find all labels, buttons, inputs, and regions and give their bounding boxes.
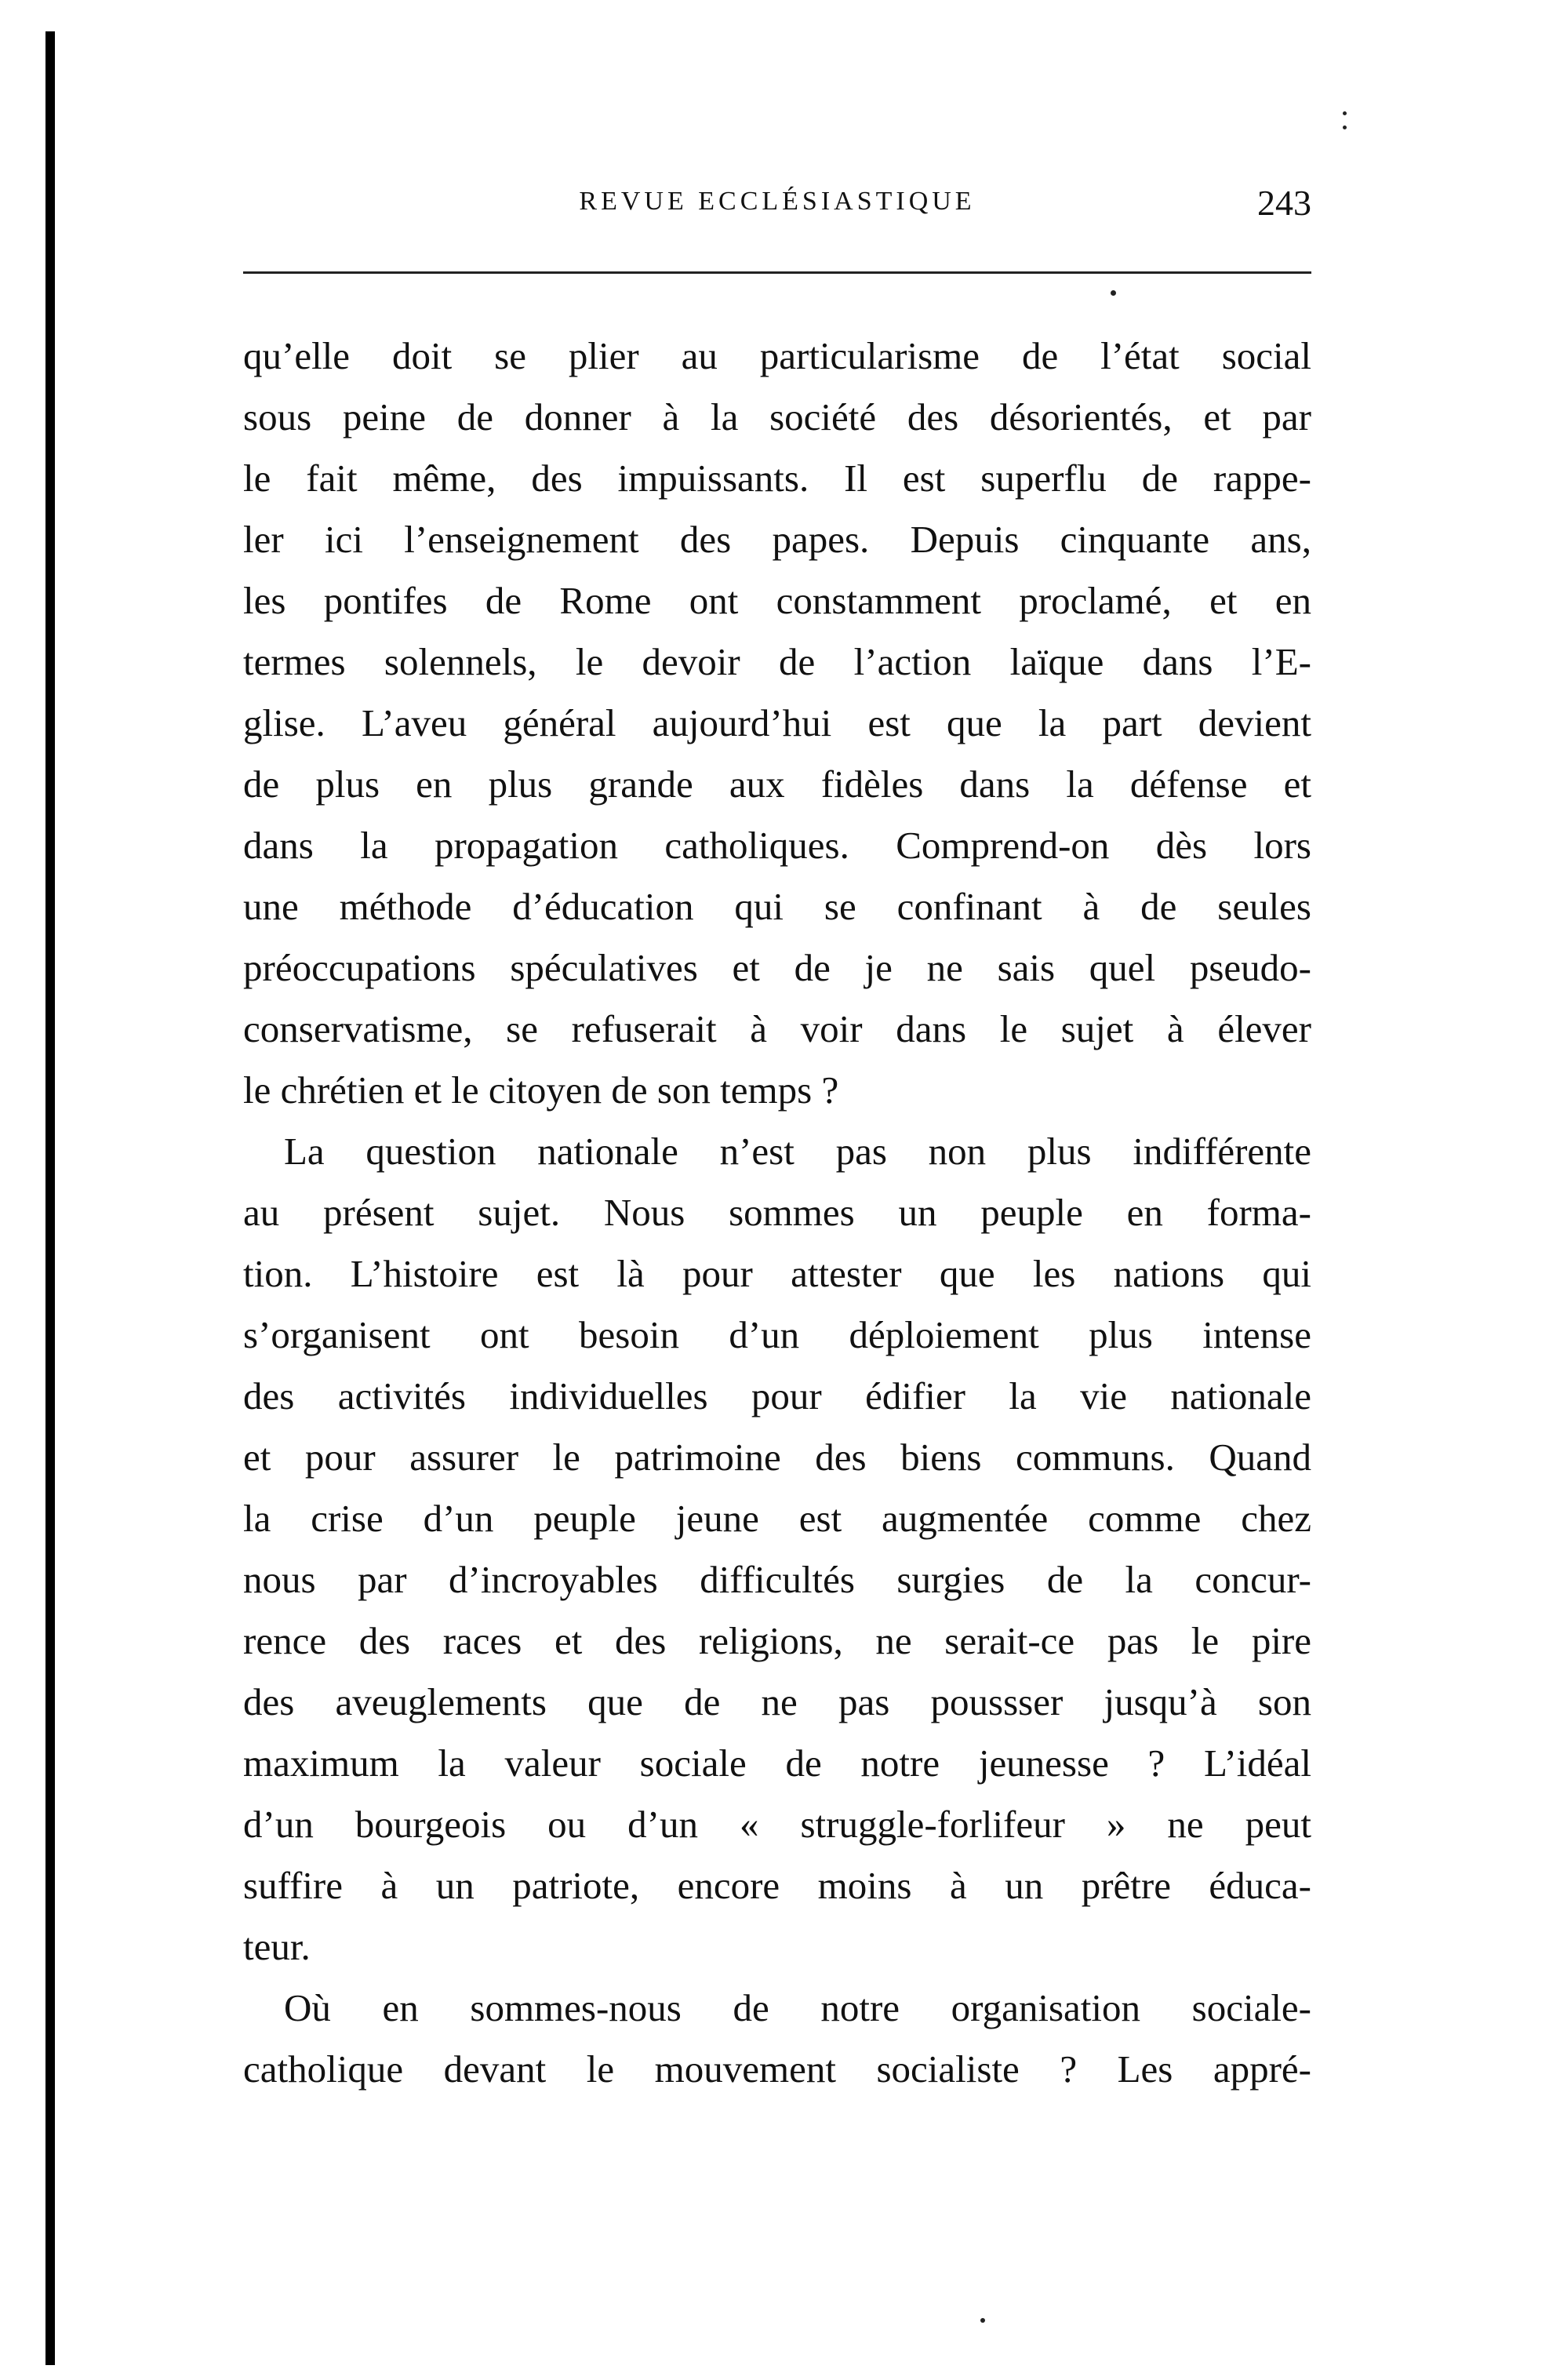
text-line: le chrétien et le citoyen de son temps ?: [243, 1068, 839, 1112]
text-line: des aveuglements que de ne pas poussser jusqu’à son: [243, 1680, 1311, 1723]
text-line: suffire à un patriote, encore moins à un prêtre éduca-: [243, 1864, 1311, 1907]
header-rule: [243, 271, 1311, 274]
scan-binding-edge: [45, 31, 55, 2365]
text-line: d’un bourgeois ou d’un « struggle-forlifeur » ne peut: [243, 1803, 1311, 1846]
text-line: sous peine de donner à la société des désorientés, et par: [243, 395, 1311, 439]
text-line: préoccupations spéculatives et de je ne sais quel pseudo-: [243, 946, 1311, 989]
text-line: nous par d’incroyables difficultés surgies de la concur-: [243, 1558, 1311, 1601]
text-line: termes solennels, le devoir de l’action laïque dans l’E-: [243, 640, 1311, 683]
text-line: ler ici l’enseignement des papes. Depuis cinquante ans,: [243, 518, 1311, 561]
scan-speck: [980, 2318, 985, 2323]
running-title: REVUE ECCLÉSIASTIQUE: [579, 187, 976, 216]
text-line: conservatisme, se refuserait à voir dans le sujet à élever: [243, 1007, 1311, 1050]
text-line: La question nationale n’est pas non plus indifférente: [284, 1130, 1311, 1173]
text-line: s’organisent ont besoin d’un déploiement plus intense: [243, 1313, 1311, 1356]
text-line: des activités individuelles pour édifier la vie nationale: [243, 1374, 1311, 1417]
text-line: rence des races et des religions, ne serait-ce pas le pire: [243, 1619, 1311, 1662]
text-line: et pour assurer le patrimoine des biens communs. Quand: [243, 1436, 1311, 1479]
text-line: glise. L’aveu général aujourd’hui est que la part devient: [243, 701, 1311, 744]
paragraph: [243, 1978, 1311, 2100]
text-line: le fait même, des impuissants. Il est superflu de rappe-: [243, 457, 1311, 500]
paragraph: [243, 1121, 1311, 1978]
text-line: la crise d’un peuple jeune est augmentée comme chez: [243, 1497, 1311, 1540]
text-line: qu’elle doit se plier au particularisme de l’état social: [243, 334, 1311, 377]
paragraph: [243, 326, 1311, 1121]
scan-speck: [1343, 111, 1347, 115]
text-line: Où en sommes-nous de notre organisation sociale-: [284, 1986, 1311, 2029]
page-header: [243, 183, 1311, 234]
text-line: tion. L’histoire est là pour attester que les nations qui: [243, 1252, 1311, 1295]
text-line: maximum la valeur sociale de notre jeunesse ? L’idéal: [243, 1741, 1311, 1785]
page-number: 243: [1257, 183, 1311, 223]
text-line: dans la propagation catholiques. Comprend-on dès lors: [243, 824, 1311, 867]
text-line: catholique devant le mouvement socialiste ? Les appré-: [243, 2047, 1311, 2091]
text-line: de plus en plus grande aux fidèles dans la défense et: [243, 762, 1311, 806]
text-line: les pontifes de Rome ont constamment proclamé, et en: [243, 579, 1311, 622]
text-line: une méthode d’éducation qui se confinant à de seules: [243, 885, 1311, 928]
body-text: [243, 326, 1311, 2100]
text-line: au présent sujet. Nous sommes un peuple en forma-: [243, 1191, 1311, 1234]
scan-speck: [1343, 126, 1347, 129]
text-line: teur.: [243, 1925, 311, 1968]
scan-speck: [1111, 290, 1116, 296]
